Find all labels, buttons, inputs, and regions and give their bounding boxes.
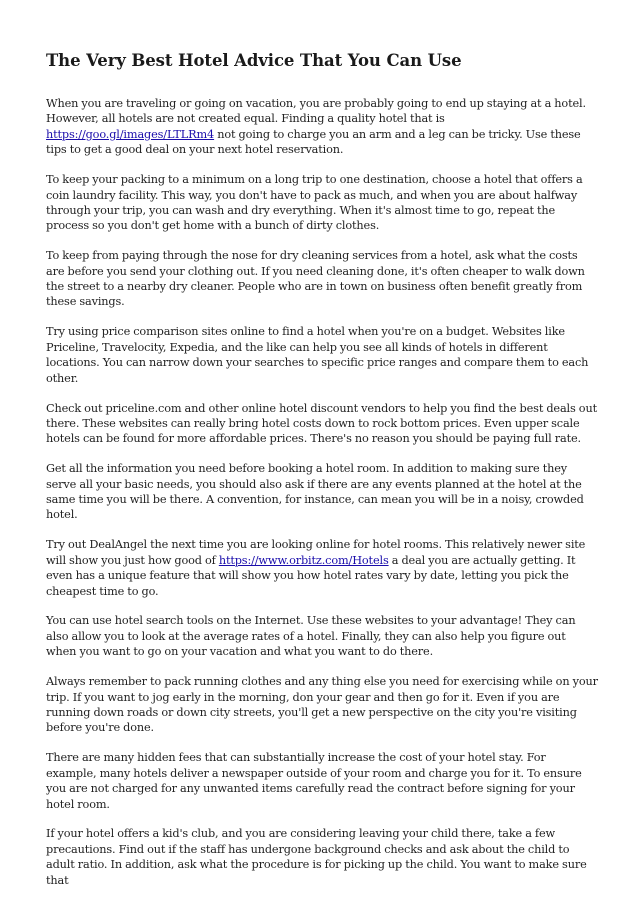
paragraph <box>46 248 598 310</box>
paragraph <box>46 750 598 812</box>
paragraph-text: a deal you are actually getting. It even has a unique feature that will show you how hotel rates vary by date, letting you pick the cheapest time to go. <box>46 553 576 598</box>
paragraph-text: not going to charge you an arm and a leg can be tricky. Use these tips to get a good deal on your next hotel reservation. <box>46 127 581 157</box>
paragraph-text: Try out DealAngel the next time you are looking online for hotel rooms. This relatively newer site will show you just how good of <box>46 538 586 567</box>
paragraph <box>46 537 598 599</box>
paragraph <box>46 401 598 447</box>
document-title: The Very Best Hotel Advice That You Can Use <box>46 51 462 70</box>
paragraph <box>46 172 598 234</box>
document-body <box>46 96 598 888</box>
paragraph <box>46 324 598 386</box>
paragraph-text: Get all the information you need before booking a hotel room. In addition to making sure they serve all your basic needs, you should also ask if there are any events planned at the hotel at the same time you will be there. A convention, for instance, can mean you will be in a noisy, crowded hotel. <box>46 462 584 522</box>
paragraph-text: Check out priceline.com and other online hotel discount vendors to help you find the best deals out there. These websites can really bring hotel costs down to rock bottom prices. Even upper scale hotels can be found for more affordable prices. There's no reason you should be paying full rate. <box>46 401 597 446</box>
paragraph-text: When you are traveling or going on vacation, you are probably going to end up staying at a hotel. However, all hotels are not created equal. Finding a quality hotel that is <box>46 97 586 126</box>
paragraph-text: You can use hotel search tools on the Internet. Use these websites to your advantage! They can also allow you to look at the average rates of a hotel. Finally, they can also help you figure out when you want to go on your vacation and what you want to do there. <box>46 614 576 659</box>
paragraph <box>46 613 598 659</box>
paragraph-text: There are many hidden fees that can substantially increase the cost of your hotel stay. For example, many hotels deliver a newspaper outside of your room and charge you for it. To ensure you are not charged for any unwanted items carefully read the contract before signing for your hotel room. <box>46 751 582 811</box>
paragraph <box>46 674 598 736</box>
inline-link[interactable]: https://goo.gl/images/LTLRm4 <box>46 127 215 141</box>
paragraph-text: Try using price comparison sites online to find a hotel when you're on a budget. Websites like Priceline, Travelocity, Expedia, and the like can help you see all kinds of hotels in different locations. You can narrow down your searches to specific price ranges and compare them to each other. <box>46 325 589 385</box>
paragraph-text: To keep your packing to a minimum on a long trip to one destination, choose a hotel that offers a coin laundry facility. This way, you don't have to pack as much, and when you are about halfway through your trip, you can wash and dry everything. When it's almost time to go, repeat the process so you don't get home with a bunch of dirty clothes. <box>46 173 583 233</box>
paragraph <box>46 461 598 523</box>
paragraph-text: To keep from paying through the nose for dry cleaning services from a hotel, ask what the costs are before you send your clothing out. If you need cleaning done, it's often cheaper to walk down the street to a nearby dry cleaner. People who are in town on business often benefit greatly from these savings. <box>46 249 585 309</box>
document-page <box>46 50 598 903</box>
paragraph <box>46 96 598 158</box>
inline-link[interactable]: https://www.orbitz.com/Hotels <box>218 553 389 567</box>
paragraph-text: Always remember to pack running clothes and any thing else you need for exercising while on your trip. If you want to jog early in the morning, don your gear and then go for it. Even if you are running down roads or down city streets, you'll get a new perspective on the city you're visiting before you're done. <box>46 675 598 735</box>
paragraph <box>46 826 598 888</box>
paragraph-text: If your hotel offers a kid's club, and you are considering leaving your child there, take a few precautions. Find out if the staff has undergone background checks and ask about the child to adult ratio. In addition, ask what the procedure is for picking up the child. You want to make sure that <box>46 827 587 887</box>
